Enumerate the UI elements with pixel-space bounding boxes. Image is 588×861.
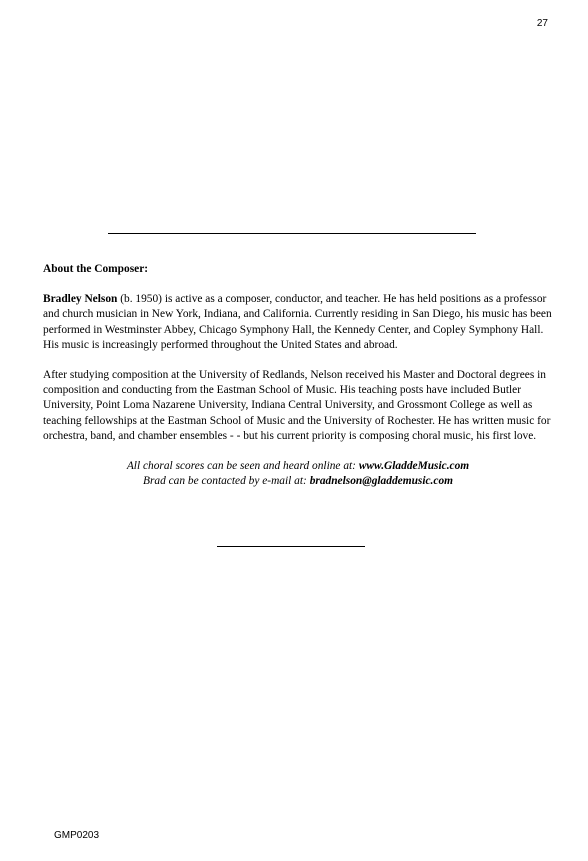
page-number: 27: [536, 18, 548, 29]
email-address[interactable]: bradnelson@gladdemusic.com: [309, 475, 454, 488]
email-line-prefix: Brad can be contacted by e-mail at:: [142, 475, 310, 488]
scores-line-prefix: All choral scores can be seen and heard online at:: [126, 460, 359, 473]
website-link[interactable]: www.GladdeMusic.com: [358, 460, 470, 473]
bottom-divider: [217, 546, 365, 547]
composer-name: Bradley Nelson: [43, 293, 118, 306]
top-divider: [108, 233, 476, 234]
composer-bio: [43, 262, 553, 489]
section-heading: About the Composer:: [43, 263, 149, 275]
bio-paragraph-1-text: (b. 1950) is active as a composer, conductor, and teacher. He has held positions as a professor and church musician in New York, Indiana, and California. Currently residing in San Diego, his music has been performed in Westminster Abbey, Chicago Symphony Hall, the Kennedy Center, and Copley Symphony Hall. His music is increasingly performed throughout the United States and abroad.: [43, 293, 552, 351]
bio-paragraph-1: [43, 292, 553, 353]
email-line: [43, 474, 553, 489]
catalog-code: GMP0203: [54, 830, 100, 841]
scores-line: [43, 459, 553, 474]
bio-paragraph-2: After studying composition at the University of Redlands, Nelson received his Master and Doctoral degrees in composition and conducting from the Eastman School of Music. His teaching posts have included Butler University, Point Loma Nazarene University, Indiana Central University, and Grossmont College as well as teaching fellowships at the Eastman School of Music and the University of Rochester. He has written music for orchestra, band, and chamber ensembles - - but his current priority is composing choral music, his first love.: [43, 369, 551, 442]
